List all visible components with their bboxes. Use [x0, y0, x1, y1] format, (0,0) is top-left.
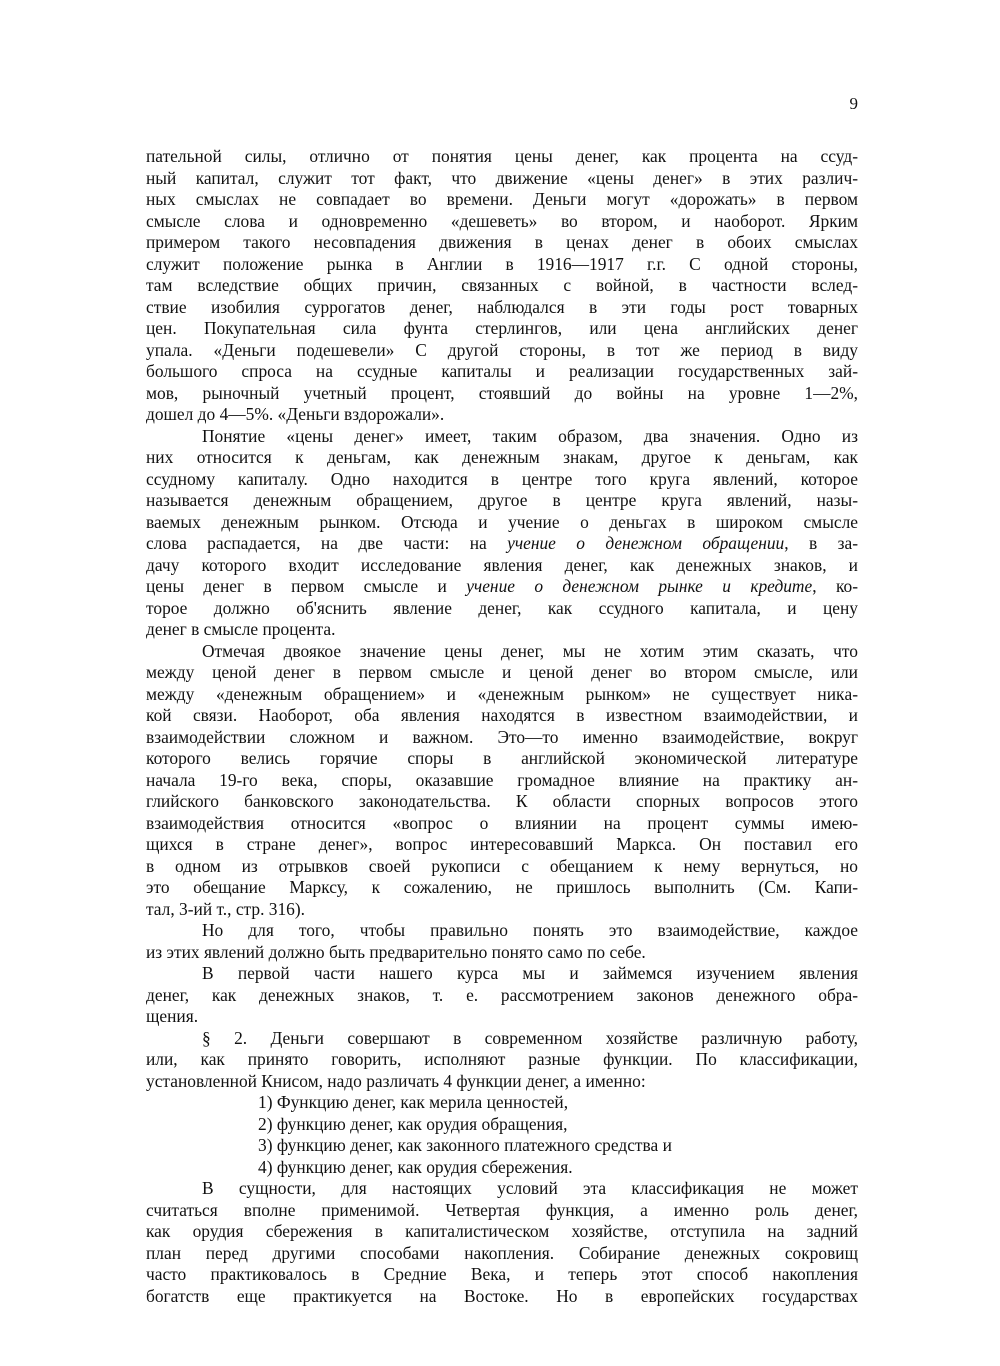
text-line: дачу которого входит исследование явления денег, как денежных знаков, и — [146, 554, 858, 575]
text-line: это обещание Марксу, к сожалению, не пришлось выполнить (См. Капи- — [146, 877, 858, 897]
paragraph-4 — [146, 920, 858, 963]
text-line: богатств еще практикуется на Востоке. Но в европейских государствах — [146, 1285, 858, 1306]
text-run: цены денег в первом смысле и — [146, 576, 467, 596]
text-line: примером такого несовпадения движения в ценах денег в обоих смыслах — [146, 232, 858, 252]
paragraph-6 — [146, 1028, 858, 1093]
text-line: называется денежным обращением, другое в центре круга явлений, назы- — [146, 490, 858, 510]
text-line: Понятие «цены денег» имеет, таким образом, два значения. Одно из — [202, 425, 858, 446]
text-line-with-italic — [146, 576, 858, 598]
text-run: , в за- — [784, 533, 858, 553]
text-line: торое должно об'яснить явление денег, как ссудного капитала, и цену — [146, 597, 858, 618]
text-line: ваемых денежным рынком. Отсюда и учение о деньгах в широком смысле — [146, 511, 858, 532]
page-body — [146, 146, 858, 1307]
text-line: или, как принято говорить, исполняют разные функции. По классификации, — [146, 1049, 858, 1069]
paragraph-1 — [146, 146, 858, 426]
text-line: упала. «Деньги подешевели» С другой стороны, в тот же период в виду — [146, 339, 858, 360]
text-line: § 2. Деньги совершают в современном хозяйстве различную работу, — [202, 1027, 858, 1048]
text-run: слова распадается, на две части: на — [146, 533, 508, 553]
text-line: мов, рыночный учетный процент, стоявший до войны на уровне 1—2%, — [146, 382, 858, 403]
text-line: денег, как денежных знаков, т. е. рассмотрением законов денежного обра- — [146, 984, 858, 1005]
page-number: 9 — [849, 94, 858, 113]
text-line: в одном из отрывков своей рукописи с обещанием к нему вернуться, но — [146, 855, 858, 876]
text-line: начала 19-го века, споры, оказавшие громадное влияние на практику ан- — [146, 769, 858, 790]
text-line: денег в смысле процента. — [146, 619, 336, 639]
list-item: 4) функцию денег, как орудия сбережения. — [258, 1156, 573, 1177]
text-line: взаимодействии сложном и важном. Это—то именно взаимодействие, вокруг — [146, 726, 858, 747]
italic-term-money-market: учение о денежном рынке и кредите — [466, 576, 813, 596]
text-line: как орудия сбережения в капиталистическом хозяйстве, отступила на задний — [146, 1221, 858, 1241]
paragraph-5 — [146, 963, 858, 1028]
paragraph-7 — [146, 1178, 858, 1307]
paragraph-2 — [146, 426, 858, 641]
list-item: 1) Функцию денег, как мерила ценностей, — [258, 1092, 569, 1112]
text-line: ный капитал, служит тот факт, что движение «цены денег» в этих различ- — [146, 167, 858, 188]
text-line: установленной Книсом, надо различать 4 функции денег, а именно: — [146, 1070, 646, 1091]
text-line: служит положение рынка в Англии в 1916—1917 г.г. С одной стороны, — [146, 253, 858, 274]
text-line: В сущности, для настоящих условий эта классификация не может — [202, 1178, 858, 1198]
text-run: , ко- — [812, 576, 858, 596]
text-line: дошел до 4—5%. «Деньги вздорожали». — [146, 404, 445, 424]
text-line: тал, 3-ий т., стр. 316). — [146, 898, 305, 919]
list-item: 2) функцию денег, как орудия обращения, — [258, 1113, 568, 1134]
text-line: взаимодействия относится «вопрос о влиянии на процент суммы имею- — [146, 812, 858, 833]
text-line: В первой части нашего курса мы и займемся изучением явления — [202, 963, 858, 983]
text-line: ствие изобилия суррогатов денег, наблюдался в эти годы рост товарных — [146, 296, 858, 317]
text-line: ных смыслах не совпадает во времени. Деньги могут «дорожать» в первом — [146, 189, 858, 209]
text-line: между ценой денег в первом смысле и ценой денег во втором смысле, или — [146, 662, 858, 682]
text-line: считаться вполне применимой. Четвертая функция, а именно роль денег, — [146, 1199, 858, 1220]
text-line: смысле слова и одновременно «дешеветь» во втором, и наоборот. Ярким — [146, 210, 858, 231]
italic-term-money-circulation: учение о денежном обращении — [507, 533, 785, 553]
text-line: которого велись горячие споры в английской экономической литературе — [146, 748, 858, 768]
text-line: план перед другими способами накопления. Собирание денежных сокровищ — [146, 1242, 858, 1263]
text-line: пательной силы, отлично от понятия цены денег, как процента на ссуд- — [146, 146, 858, 166]
text-line-with-italic — [146, 533, 858, 555]
text-line: часто практиковалось в Средние Века, и теперь этот способ накопления — [146, 1264, 858, 1284]
text-line: там вследствие общих причин, связанных с войной, в частности вслед- — [146, 275, 858, 295]
text-line: Но для того, чтобы правильно понять это взаимодействие, каждое — [202, 920, 858, 940]
text-line: цен. Покупательная сила фунта стерлингов, или цена английских денег — [146, 318, 858, 338]
list-item: 3) функцию денег, как законного платежного средства и — [258, 1135, 672, 1155]
text-line: щихся в стране денег», вопрос интересовавший Маркса. Он поставил его — [146, 834, 858, 854]
text-line: из этих явлений должно быть предварительно понято само по себе. — [146, 941, 646, 962]
text-line: глийского банковского законодательства. К области спорных вопросов этого — [146, 791, 858, 811]
paragraph-3 — [146, 641, 858, 921]
text-line: щения. — [146, 1006, 199, 1026]
text-line: большого спроса на ссудные капиталы и реализации государственных зай- — [146, 361, 858, 381]
text-line: Отмечая двоякое значение цены денег, мы не хотим этим сказать, что — [202, 640, 858, 661]
text-line: между «денежным обращением» и «денежным рынком» не существует никa- — [146, 683, 858, 704]
text-line: ссудному капиталу. Одно находится в центре того круга явлений, которое — [146, 468, 858, 489]
text-line: них относится к деньгам, как денежным знакам, другое к деньгам, как — [146, 447, 858, 467]
function-list — [146, 1092, 858, 1178]
text-line: кой связи. Наоборот, оба явления находятся в известном взаимодействии, и — [146, 705, 858, 725]
